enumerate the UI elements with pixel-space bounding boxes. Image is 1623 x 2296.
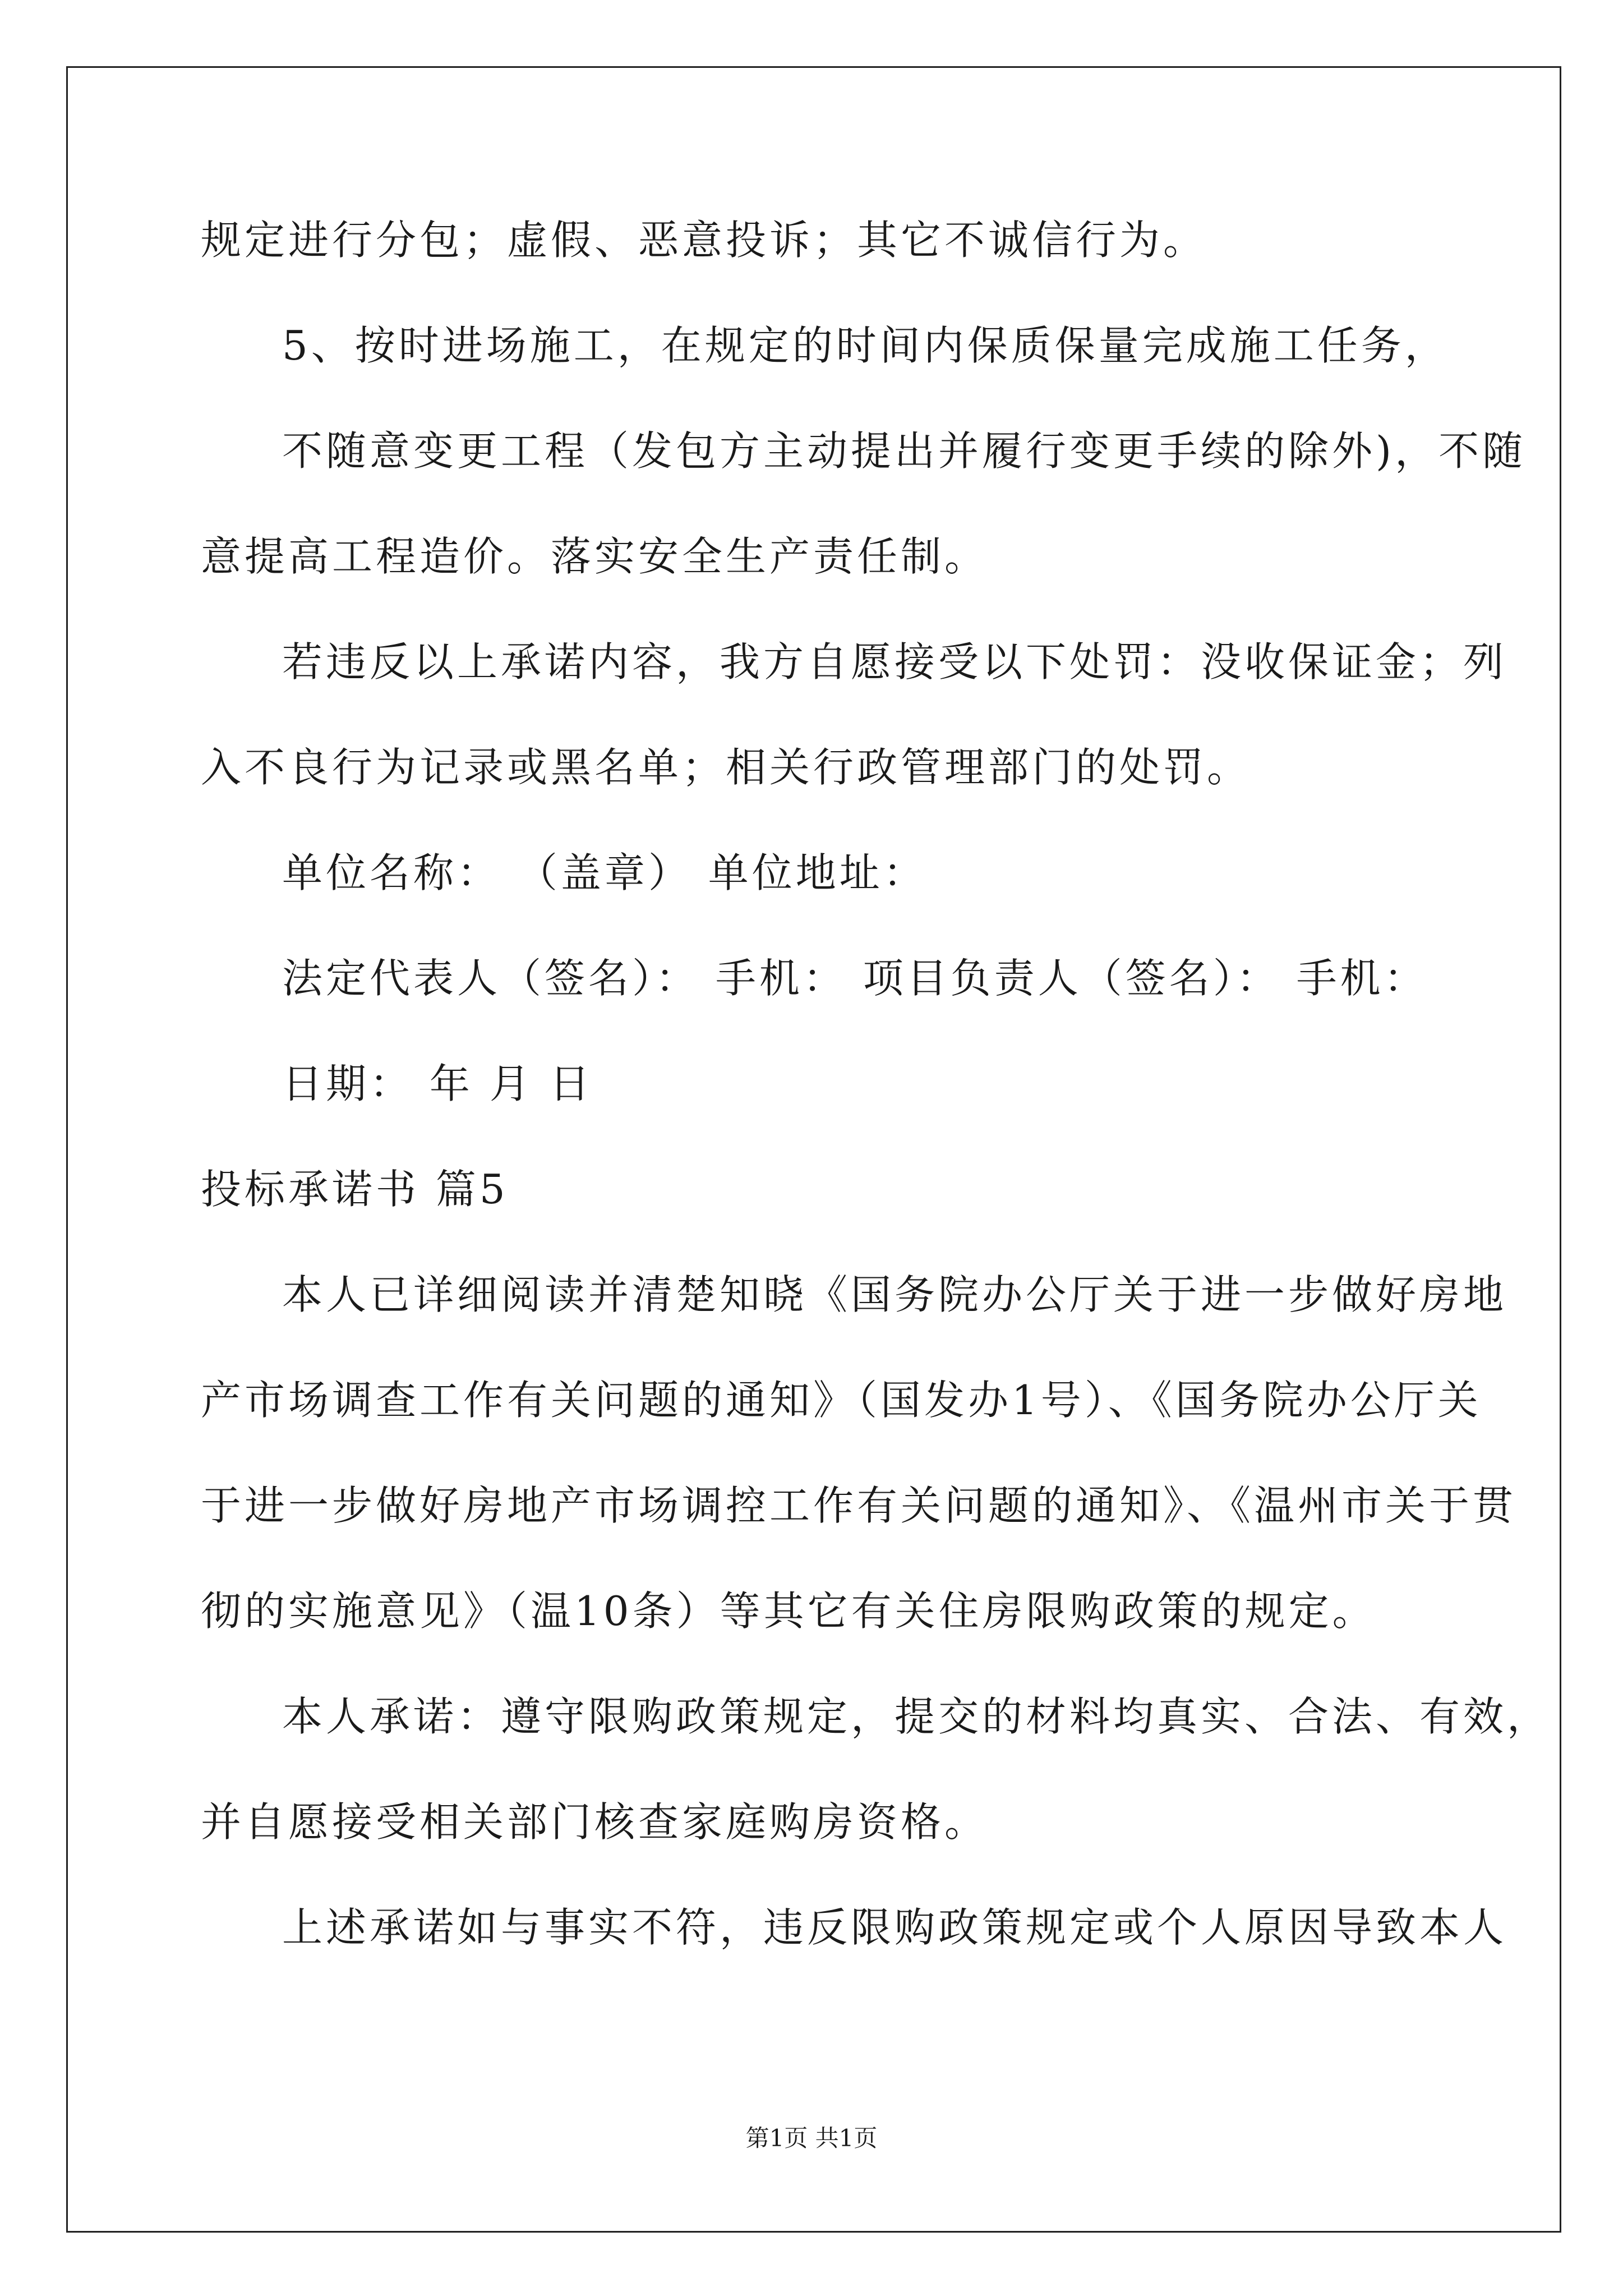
text-line: 若违反以上承诺内容，我方自愿接受以下处罚：没收保证金；列 <box>282 638 1507 685</box>
text-line: 产市场调查工作有关问题的通知》（国发办1号）、《国务院办公厅关 <box>201 1377 1482 1424</box>
signature-field-line: 单位名称： （盖章） 单位地址： <box>282 849 927 896</box>
text-line: 意提高工程造价。落实安全生产责任制。 <box>201 533 989 580</box>
text-line: 入不良行为记录或黑名单；相关行政管理部门的处罚。 <box>201 744 1251 791</box>
text-line: 并自愿接受相关部门核查家庭购房资格。 <box>201 1798 989 1846</box>
text-line: 于进一步做好房地产市场调控工作有关问题的通知》、《温州市关于贯 <box>201 1482 1517 1529</box>
text-line: 本人承诺：遵守限购政策规定，提交的材料均真实、合法、有效， <box>282 1693 1551 1740</box>
text-line: 规定进行分包；虚假、恶意投诉；其它不诚信行为。 <box>201 217 1207 264</box>
section-heading: 投标承诺书 篇5 <box>201 1166 509 1213</box>
text-line: 本人已详细阅读并清楚知晓《国务院办公厅关于进一步做好房地 <box>282 1271 1507 1318</box>
signature-field-line: 法定代表人（签名）： 手机： 项目负责人（签名）： 手机： <box>282 955 1428 1002</box>
page-footer: 第1页 共1页 <box>745 2124 878 2152</box>
text-line: 5、按时进场施工，在规定的时间内保质保量完成施工任务， <box>282 322 1449 369</box>
date-field-line: 日期： 年 月 日 <box>282 1060 593 1107</box>
text-line: 彻的实施意见》（温10条）等其它有关住房限购政策的规定。 <box>201 1588 1376 1635</box>
text-line: 不随意变更工程（发包方主动提出并履行变更手续的除外)，不随 <box>282 427 1527 475</box>
text-line: 上述承诺如与事实不符，违反限购政策规定或个人原因导致本人 <box>282 1904 1507 1951</box>
